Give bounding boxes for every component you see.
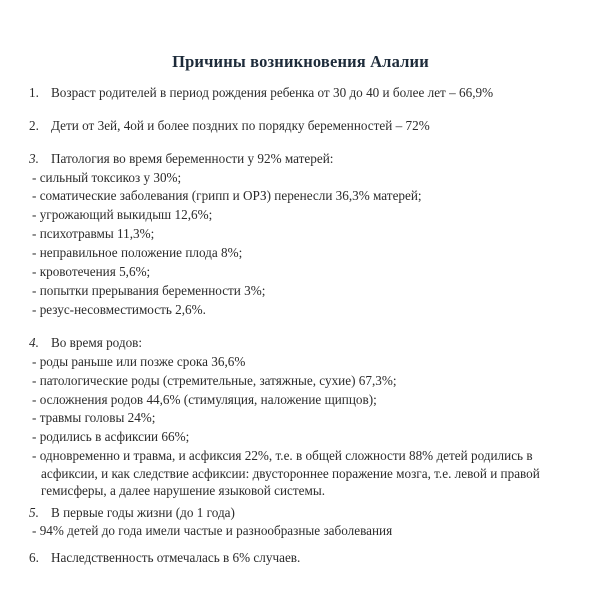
- list-item-3: [29, 150, 577, 167]
- list-text-3: Патология во время беременности у 92% матерей:: [51, 151, 334, 166]
- list-marker-4: 4.: [29, 335, 39, 351]
- page-title: Причины возникновения Алалии: [172, 52, 429, 71]
- list-item-5: [29, 504, 577, 521]
- list-item-4: [29, 334, 577, 351]
- list-marker-6: 6.: [29, 550, 39, 566]
- bullet-item: - психотравмы 11,3%;: [32, 226, 155, 242]
- list-item-2: [29, 117, 577, 134]
- bullet-item: - угрожающий выкидыш 12,6%;: [32, 207, 213, 223]
- list-text-1: Возраст родителей в период рождения ребенка от 30 до 40 и более лет – 66,9%: [51, 85, 494, 100]
- bullet-item: - 94% детей до года имели частые и разнообразные заболевания: [32, 523, 393, 538]
- list-text-6: Наследственность отмечалась в 6% случаев.: [51, 550, 301, 566]
- list-item-6: [29, 549, 577, 566]
- bullet-item: - родились в асфиксии 66%;: [32, 429, 190, 445]
- list-text-4: Во время родов:: [51, 335, 143, 351]
- list-marker-3: 3.: [29, 151, 39, 166]
- bullet-item: - травмы головы 24%;: [32, 410, 156, 426]
- list-text-5: В первые годы жизни (до 1 года): [51, 504, 235, 520]
- list-marker-5: 5.: [29, 504, 39, 520]
- list-text-2: Дети от 3ей, 4ой и более поздних по порядку беременностей – 72%: [51, 118, 430, 133]
- bullet-item: - неправильное положение плода 8%;: [32, 245, 243, 261]
- bullet-item: - сильный токсикоз у 30%;: [32, 169, 182, 185]
- list-marker-1: 1.: [29, 85, 39, 100]
- list-item-1: [29, 84, 577, 101]
- bullet-item: - осложнения родов 44,6% (стимуляция, наложение щипцов);: [32, 391, 377, 407]
- bullet-item: - резус-несовместимость 2,6%.: [32, 301, 206, 317]
- bullet-item: - попытки прерывания беременности 3%;: [32, 282, 266, 298]
- document-body: [29, 84, 577, 566]
- bullet-item: - одновременно и травма, и асфиксия 22%, т.е. в общей сложности 88% детей родились в асфиксии, и как следствие асфиксии: двустороннее поражение мозга, т.е. левой и правой гемисферы, а далее нарушение языковой системы.: [32, 448, 540, 499]
- bullet-item: - кровотечения 5,6%;: [32, 264, 151, 280]
- bullet-item: - соматические заболевания (грипп и ОРЗ) перенесли 36,3% матерей;: [32, 188, 422, 204]
- bullet-item: - патологические роды (стремительные, затяжные, сухие) 67,3%;: [32, 372, 397, 388]
- bullet-item: - роды раньше или позже срока 36,6%: [32, 353, 246, 369]
- list-marker-2: 2.: [29, 118, 39, 133]
